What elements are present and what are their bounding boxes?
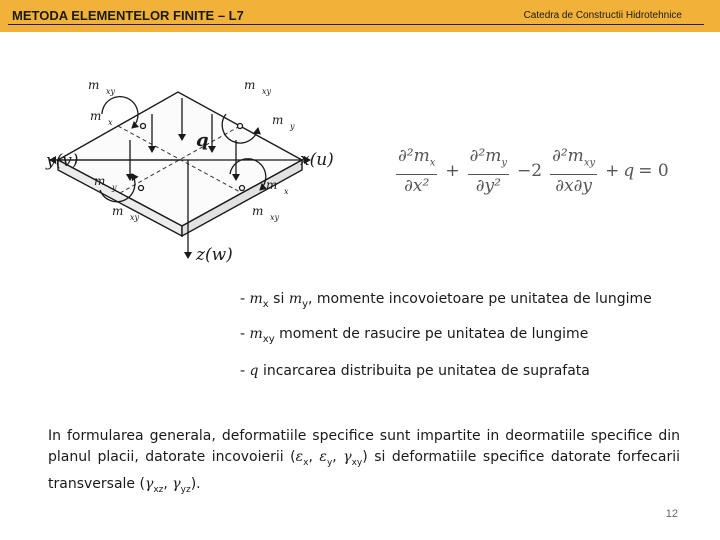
moment-sub-mx-right: x [284, 187, 289, 196]
department-name: Catedra de Constructii Hidrotehnice [523, 10, 682, 21]
slide-header [0, 0, 720, 32]
moment-sub-mxy-top-right: xy [262, 87, 272, 96]
page-number: 12 [665, 508, 678, 520]
moment-sub-mx-left: x [108, 118, 113, 127]
plate-diagram [40, 70, 350, 270]
definition-distributed-load: - q incarcarea distribuita pe unitatea de suprafata [240, 363, 590, 379]
slide-title: METODA ELEMENTELOR FINITE – L7 [12, 8, 244, 23]
y-axis-label: y(v) [46, 151, 79, 171]
load-label: q [196, 130, 209, 151]
z-axis-label: z(w) [196, 245, 233, 265]
term-mxy: $\frac{\partial^2m_{xy}}{\partial x\partial y}$ [552, 146, 596, 197]
moment-label-mxy-bottom-right: m [252, 204, 264, 218]
moment-label-mx-right: m [266, 178, 278, 192]
x-axis-label: x(u) [300, 150, 334, 170]
moment-label-mx-left: m [90, 109, 102, 123]
definition-bending-moments: - $m_x$ si $m_y$, momente incovoietoare pe unitatea de lungime [240, 291, 652, 310]
plate-equilibrium-equation: $\frac{\partial^2m_x}{\text{∂x²}}$ + $\frac{\partial^2m_y}{\text{∂y²}}$ −2 $\frac{\partial^2m_{xy}}{\partial x\partial y}$ + q = 0 [398, 146, 669, 197]
moment-sub-my-right: y [290, 122, 295, 131]
moment-label-mxy-bottom-left: m [112, 204, 124, 218]
term-my: $\frac{\partial^2m_y}{\text{∂y²}}$ [469, 146, 508, 197]
moment-sub-mxy-bottom-right: xy [270, 213, 280, 222]
moment-sub-mxy-top-left: xy [106, 87, 116, 96]
strain-paragraph: In formularea generala, deformatiile specifice sunt impartite in deormatiile specifice din planul placii, datorate incovoierii ($\varepsilon_x$, $\varepsilon_y$, $\gamma_{xy}$) si deformatiile specifice datorate forfecarii transversale ($\gamma_{xz}$, $\gamma_{yz}$). [48, 428, 680, 495]
moment-sub-mxy-bottom-left: xy [130, 213, 140, 222]
moment-label-my-right: m [272, 113, 284, 127]
term-mx: $\frac{\partial^2m_x}{\text{∂x²}}$ [398, 146, 436, 197]
definition-twisting-moment: - $m_{xy}$ moment de rasucire pe unitatea de lungime [240, 326, 589, 345]
moment-label-mxy-top-right: m [244, 78, 256, 92]
moment-sub-my-left: y [112, 183, 117, 192]
header-divider [8, 24, 704, 25]
moment-label-mxy-top-left: m [88, 78, 100, 92]
moment-label-my-left: m [94, 174, 106, 188]
